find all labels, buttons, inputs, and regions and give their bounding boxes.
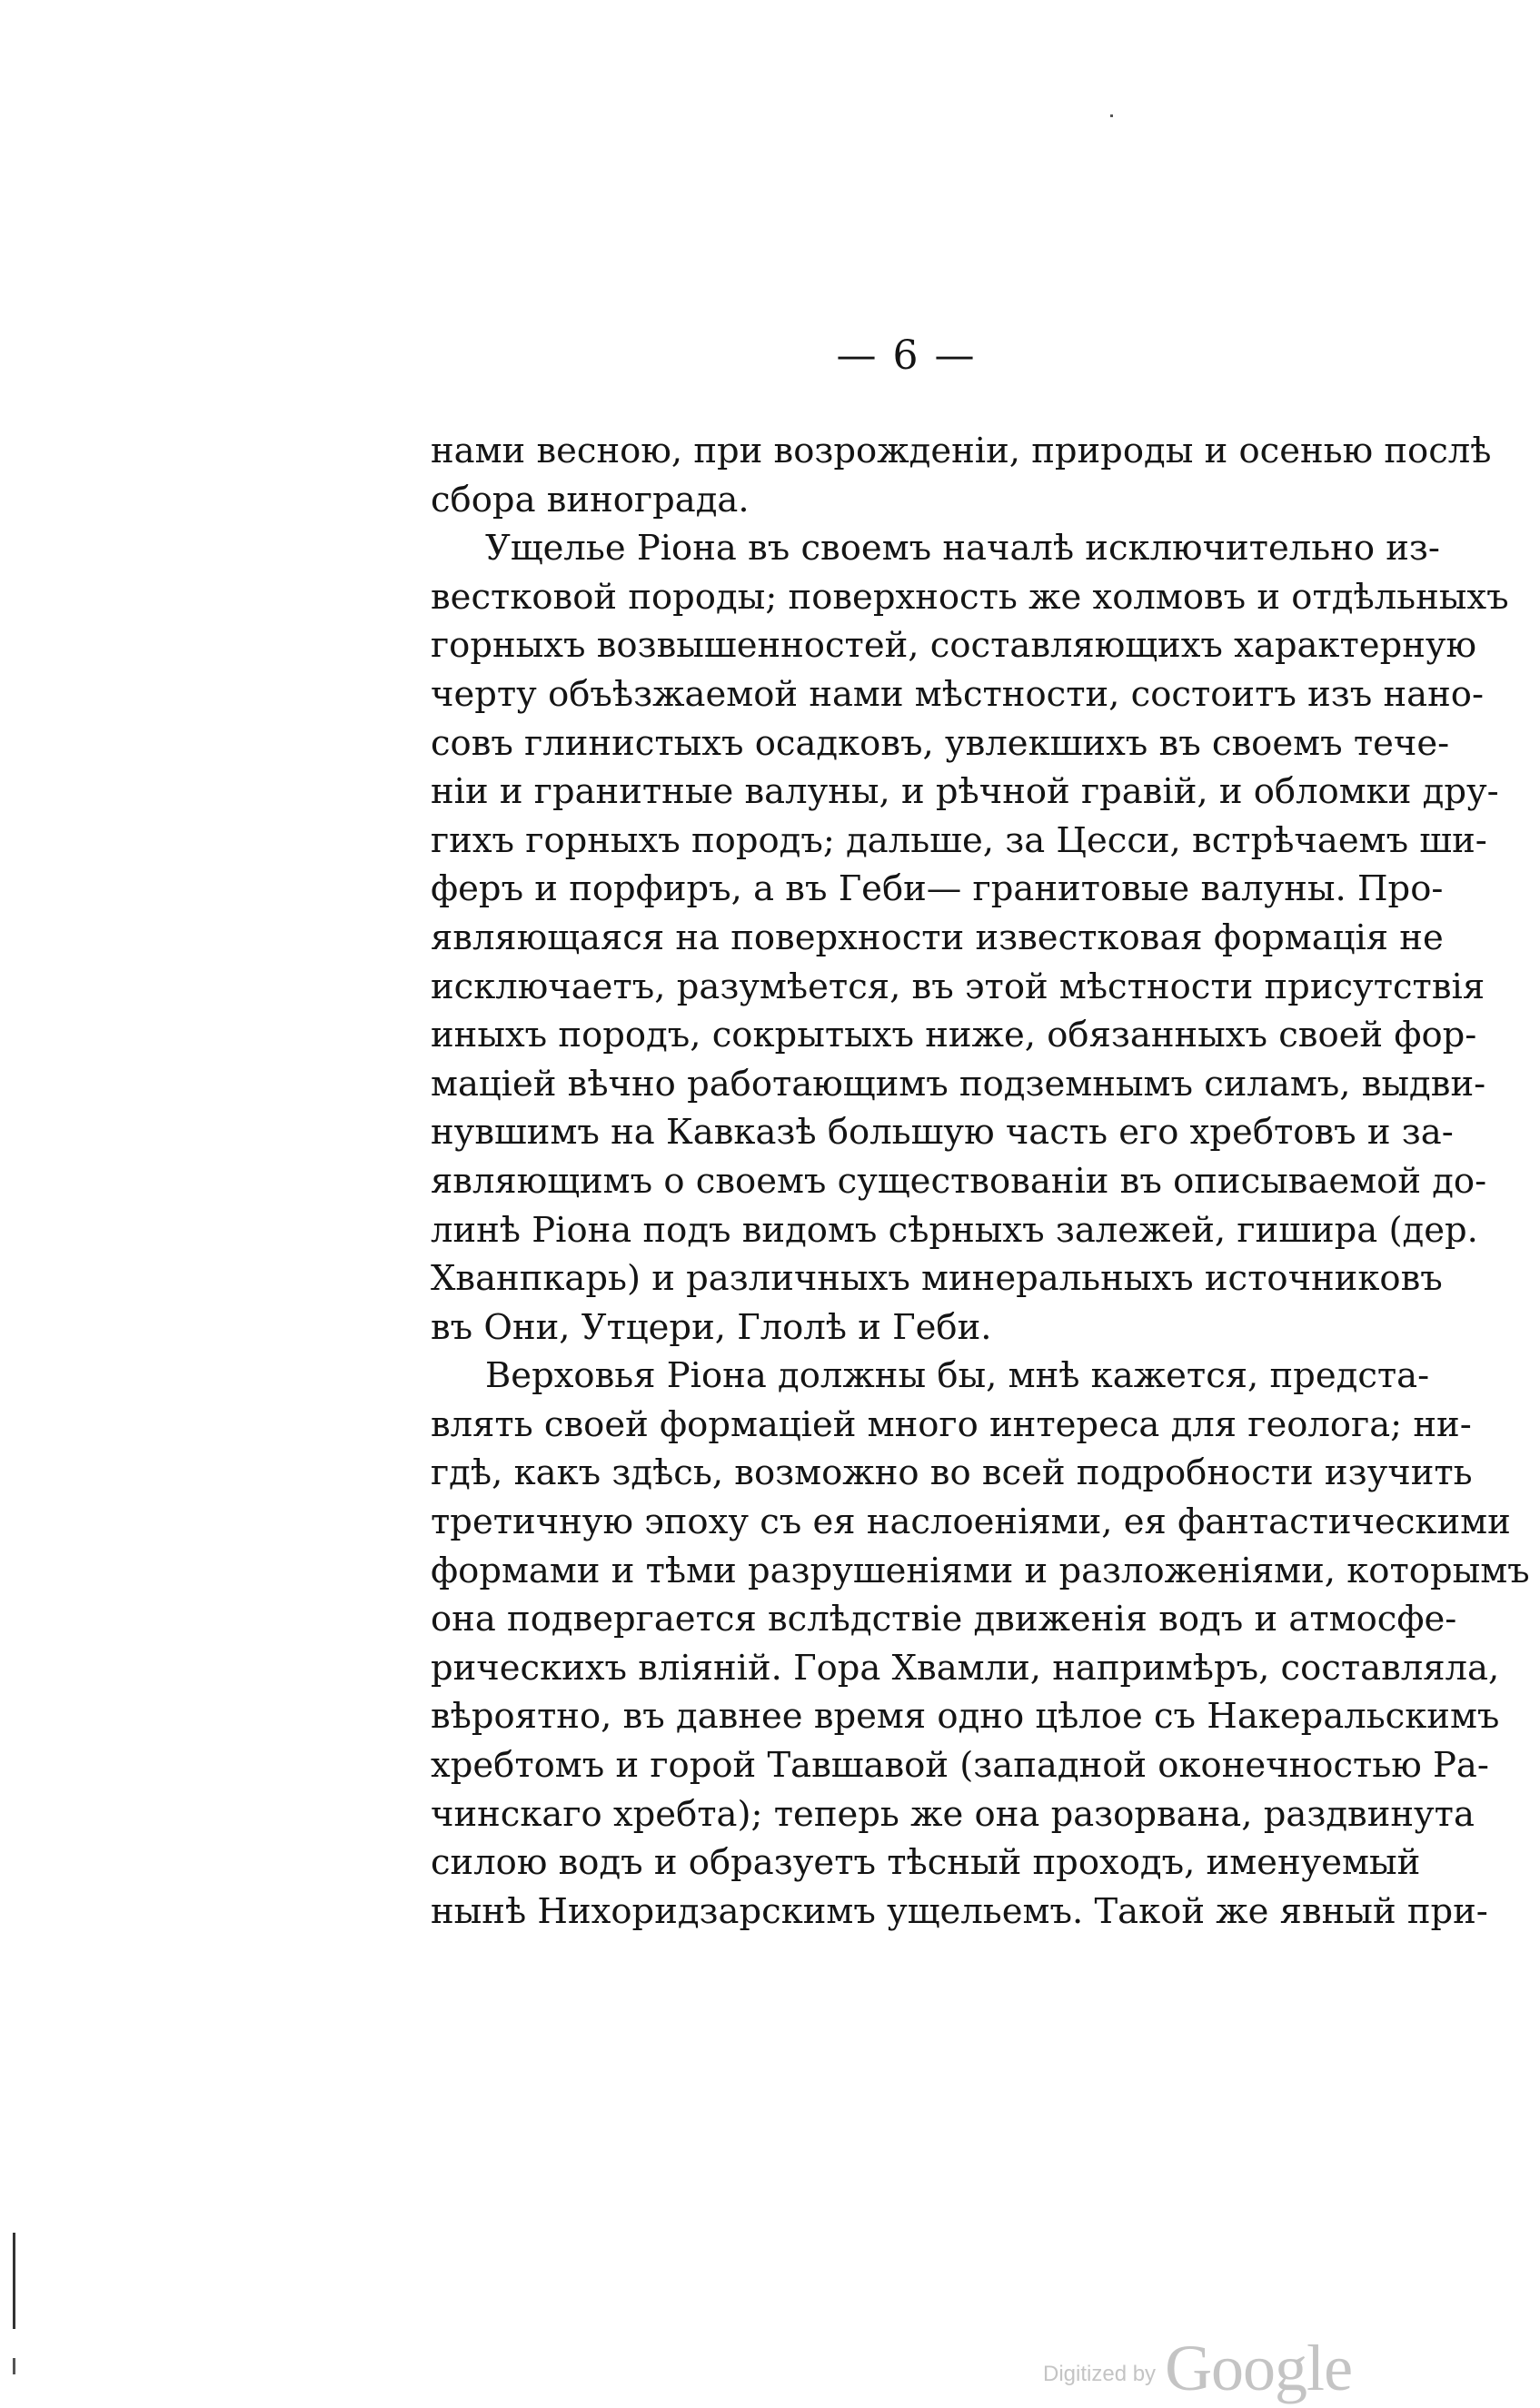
text-line: рическихъ вліяній. Гора Хвамли, напримѣръ, составляла, <box>431 1647 1500 1689</box>
scan-margin-mark <box>13 2358 15 2374</box>
text-line: иныхъ породъ, сокрытыхъ ниже, обязанныхъ своей фор- <box>431 1015 1477 1056</box>
paragraph-3 <box>431 1352 1530 1936</box>
text-line: хребтомъ и горой Тавшавой (западной оконечностью Ра- <box>431 1745 1489 1787</box>
text-line: Верховья Ріона должны бы, мнѣ кажется, предста- <box>485 1355 1430 1397</box>
text-line: сбора винограда. <box>431 479 750 520</box>
text-line: въ Они, Утцери, Глолѣ и Геби. <box>431 1306 992 1348</box>
text-line: вѣроятно, въ давнее время одно цѣлое съ Накеральскимъ <box>431 1696 1500 1738</box>
text-line: линѣ Ріона подъ видомъ сѣрныхъ залежей, гишира (дер. <box>431 1209 1478 1251</box>
text-line: исключаетъ, разумѣется, въ этой мѣстности присутствія <box>431 966 1485 1007</box>
watermark-prefix: Digitized by <box>1043 2362 1157 2386</box>
text-line: вестковой породы; поверхность же холмовъ и отдѣльныхъ <box>431 576 1509 618</box>
text-line: черту объѣзжаемой нами мѣстности, состоитъ изъ нано- <box>431 673 1484 715</box>
google-logo: Google <box>1165 2332 1353 2404</box>
text-line: гдѣ, какъ здѣсь, возможно во всей подробности изучить <box>431 1452 1473 1494</box>
paragraph-2 <box>431 524 1509 1352</box>
text-line: гихъ горныхъ породъ; дальше, за Цесси, встрѣчаемъ ши- <box>431 819 1487 861</box>
text-line: нувшимъ на Кавказѣ большую часть его хребтовъ и за- <box>431 1112 1454 1154</box>
text-line: формами и тѣми разрушеніями и разложеніями, которымъ <box>431 1550 1530 1591</box>
text-line: Хванпкарь) и различныхъ минеральныхъ источниковъ <box>431 1258 1443 1300</box>
text-line: феръ и порфиръ, а въ Геби— гранитовые валуны. Про- <box>431 868 1444 910</box>
scan-margin-mark <box>13 2233 15 2329</box>
text-line: являющаяся на поверхности известковая формація не <box>431 917 1444 958</box>
text-line: совъ глинистыхъ осадковъ, увлекшихъ въ своемъ тече- <box>431 722 1450 764</box>
text-line: являющимъ о своемъ существованіи въ описываемой до- <box>431 1160 1487 1202</box>
text-line: нами весною, при возрожденіи, природы и осенью послѣ <box>431 431 1492 471</box>
digitized-watermark <box>1043 2331 1352 2406</box>
text-line: третичную эпоху съ ея наслоеніями, ея фантастическими <box>431 1501 1511 1543</box>
text-line: силою водъ и образуетъ тѣсный проходъ, именуемый <box>431 1842 1421 1884</box>
text-line: нынѣ Нихоридзарскимъ ущельемъ. Такой же явный при- <box>431 1890 1488 1932</box>
text-line: влять своей формаціей много интереса для геолога; ни- <box>431 1403 1472 1445</box>
scan-speck <box>1110 114 1113 117</box>
text-line: ніи и гранитные валуны, и рѣчной гравій, и обломки дру- <box>431 771 1499 813</box>
text-line: она подвергается вслѣдствіе движенія водъ и атмосфе- <box>431 1599 1457 1640</box>
text-line: Ущелье Ріона въ своемъ началѣ исключительно из- <box>485 528 1440 570</box>
paragraph-1 <box>431 427 1492 524</box>
body-text <box>431 427 1530 1936</box>
text-line: маціей вѣчно работающимъ подземнымъ силамъ, выдви- <box>431 1063 1486 1105</box>
text-line: чинскаго хребта); теперь же она разорвана, раздвинута <box>431 1793 1475 1835</box>
text-line: горныхъ возвышенностей, составляющихъ характерную <box>431 625 1477 667</box>
page-number: — 6 — <box>836 332 977 379</box>
